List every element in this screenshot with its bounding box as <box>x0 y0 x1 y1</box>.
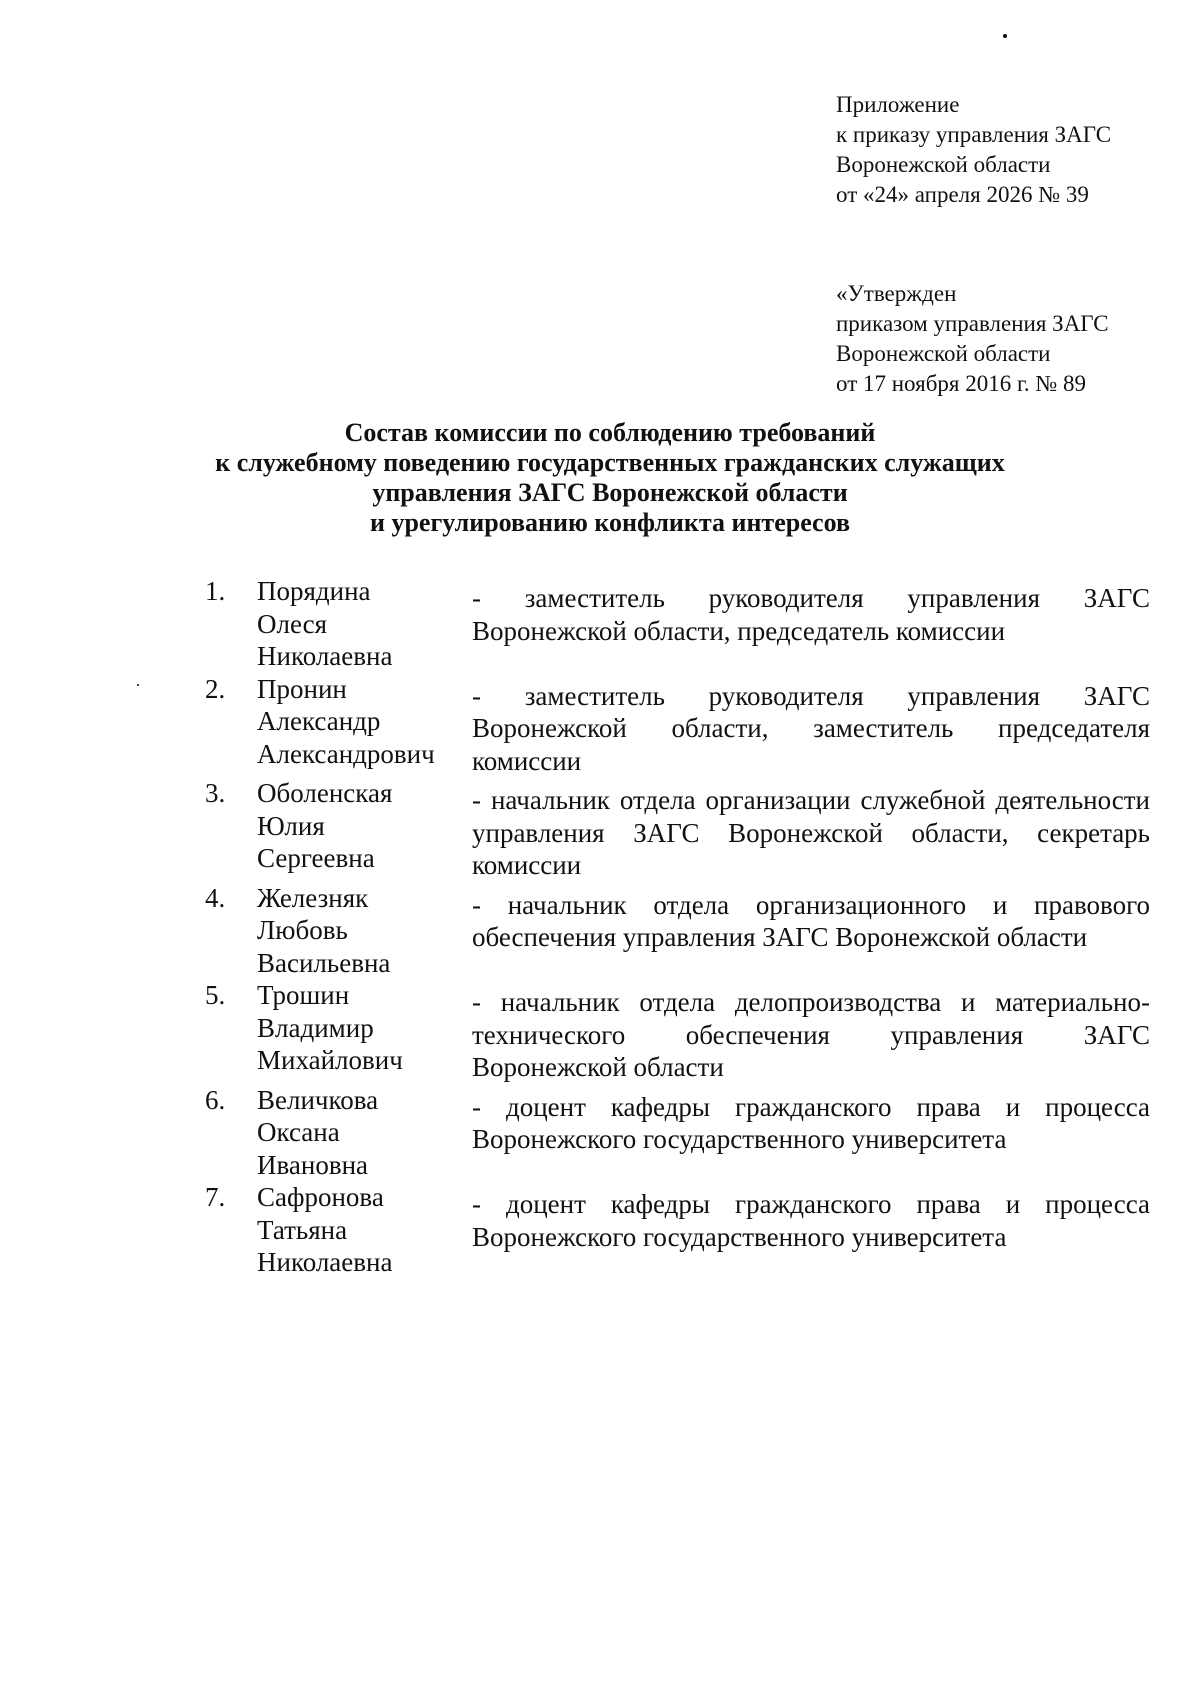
member-number: 5. <box>205 980 226 1010</box>
member-surname: Сафронова <box>257 1182 384 1212</box>
member-number: 2. <box>205 673 226 704</box>
member-surname: Оболенская <box>257 778 393 808</box>
member-name <box>257 1181 472 1279</box>
member-surname: Пронин <box>257 673 347 704</box>
member-row <box>205 882 1150 980</box>
member-patronymic: Михайлович <box>257 1045 403 1075</box>
member-patronymic: Александрович <box>257 738 435 769</box>
member-first-name: Татьяна <box>257 1214 348 1245</box>
member-patronymic: Николаевна <box>257 641 393 671</box>
annex-line: к приказу управления ЗАГС <box>836 122 1112 147</box>
approved-line: Воронежской области <box>836 341 1051 366</box>
member-surname: Величкова <box>257 1084 379 1115</box>
member-row <box>205 1084 1150 1182</box>
approved-line: «Утвержден <box>836 281 957 306</box>
annex-line: Приложение <box>836 92 960 117</box>
member-role: - начальник отдела организации служебной деятельности управления ЗАГС Воронежской области, секретарь комиссии <box>472 785 1150 880</box>
member-role: - доцент кафедры гражданского права и процесса Воронежского государственного университета <box>472 1189 1150 1252</box>
member-role: - начальник отдела делопроизводства и материально-технического обеспечения управления ЗАГС Воронежской области <box>472 987 1150 1082</box>
member-first-name: Юлия <box>257 810 325 841</box>
annex-header <box>836 90 1111 210</box>
approved-line: приказом управления ЗАГС <box>836 311 1109 336</box>
member-role: - заместитель руководителя управления ЗАГС Воронежской области, заместитель председателя комиссии <box>472 680 1150 776</box>
member-number: 6. <box>205 1084 226 1115</box>
member-row <box>205 673 1150 778</box>
member-surname: Порядина <box>257 576 371 606</box>
member-patronymic: Николаевна <box>257 1247 393 1277</box>
member-role: - заместитель руководителя управления ЗАГС Воронежской области, председатель комиссии <box>472 583 1150 646</box>
member-role: - доцент кафедры гражданского права и процесса Воронежского государственного университета <box>472 1091 1150 1154</box>
member-row <box>205 575 1150 673</box>
member-name <box>257 673 472 771</box>
member-name <box>257 575 472 673</box>
member-surname: Трошин <box>257 980 350 1010</box>
member-number: 3. <box>205 778 226 808</box>
member-first-name: Владимир <box>257 1012 374 1043</box>
document-title <box>200 418 1020 538</box>
member-row <box>205 777 1150 882</box>
member-row <box>205 1181 1150 1279</box>
title-line: и урегулированию конфликта интересов <box>369 508 850 537</box>
member-first-name: Оксана <box>257 1117 340 1147</box>
title-line: Состав комиссии по соблюдению требований <box>344 418 876 447</box>
member-number: 4. <box>205 882 226 913</box>
approval-stamp-text <box>836 279 1109 399</box>
member-patronymic: Ивановна <box>257 1149 369 1180</box>
annex-line: от «24» апреля 2026 № 39 <box>836 182 1089 207</box>
scan-speck <box>137 684 139 686</box>
member-patronymic: Васильевна <box>257 947 391 978</box>
member-first-name: Олеся <box>257 608 328 639</box>
member-name <box>257 882 472 980</box>
member-number: 1. <box>205 576 226 606</box>
member-patronymic: Сергеевна <box>257 843 375 873</box>
approved-line: от 17 ноября 2016 г. № 89 <box>836 371 1087 396</box>
member-row <box>205 979 1150 1084</box>
title-line: управления ЗАГС Воронежской области <box>372 478 848 507</box>
member-surname: Железняк <box>257 882 369 913</box>
member-name <box>257 777 472 875</box>
member-role: - начальник отдела организационного и правового обеспечения управления ЗАГС Воронежской области <box>472 889 1150 952</box>
member-first-name: Александр <box>257 706 381 736</box>
scan-speck <box>1003 34 1007 38</box>
member-number: 7. <box>205 1182 226 1212</box>
commission-members-list <box>205 575 1150 1279</box>
member-name <box>257 1084 472 1182</box>
member-first-name: Любовь <box>257 915 348 945</box>
annex-line: Воронежской области <box>836 152 1051 177</box>
title-line: к служебному поведению государственных гражданских служащих <box>215 448 1005 477</box>
member-name <box>257 979 472 1077</box>
